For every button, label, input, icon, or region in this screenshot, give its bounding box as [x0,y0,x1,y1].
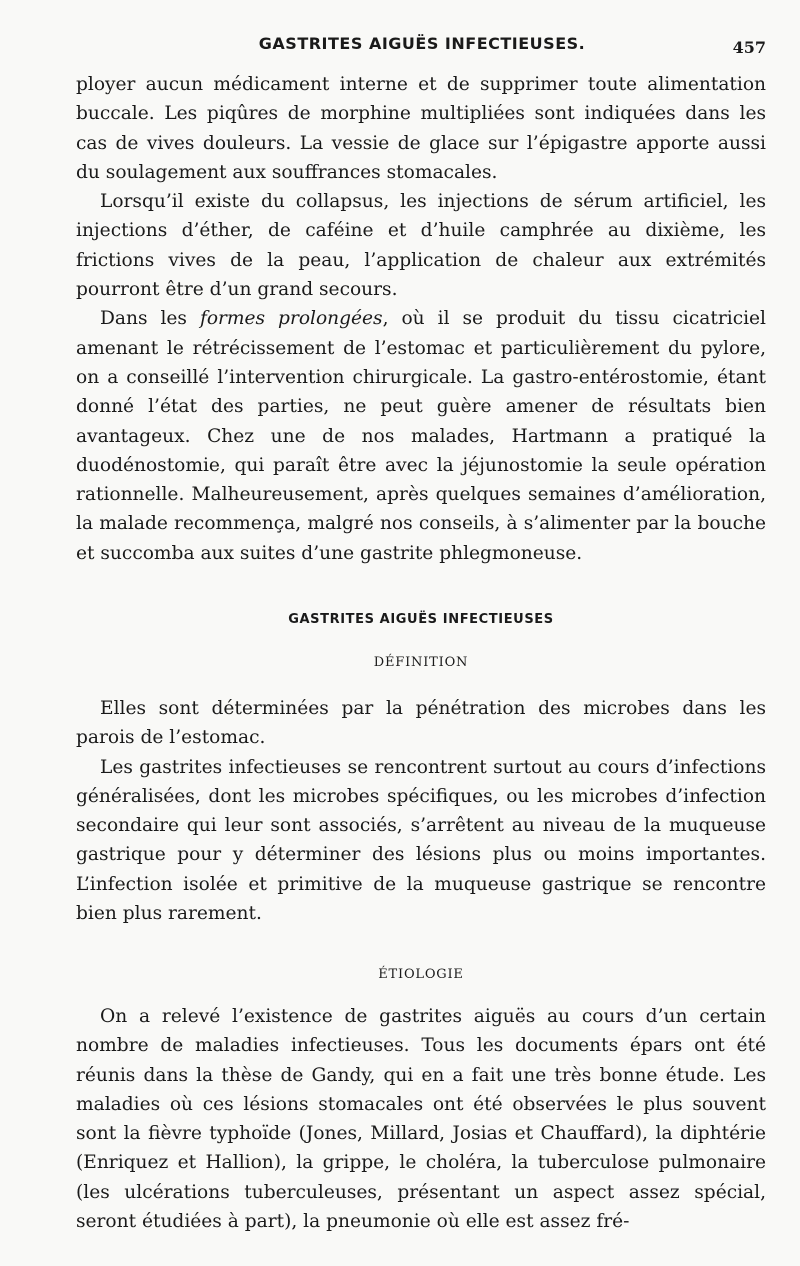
paragraph-prolonged-forms-lead: Dans les [100,308,200,330]
definition-text-block [76,694,766,928]
etiology-heading: ÉTIOLOGIE [378,967,464,982]
page-number: 457 [732,38,766,57]
paragraph-etiology: On a relevé l’existence de gastrites aiguës au cours d’un certain nombre de maladies infectieuses. Tous les documents épars ont été réunis dans la thèse de Gandy, qui en a fait une très bonne étude. Les maladies où ces lésions stomacales ont été observées le plus souvent sont la fièvre typhoïde (Jones, Millard, Josias et Chauffard), la diphtérie (Enriquez et Hallion), la grippe, le choléra, la tuberculose pulmonaire (les ulcérations tuberculeuses, présentant un aspect assez spécial, seront étudiées à part), la pneumonie où elle est assez fré- [76,1006,766,1233]
running-head [78,30,766,60]
section-heading: GASTRITES AIGUËS INFECTIEUSES [288,612,554,627]
treatment-text-block [76,70,766,568]
paragraph-prolonged-forms-rest: , où il se produit du tissu cicatriciel amenant le rétrécissement de l’estomac et particulièrement du pylore, on a conseillé l’intervention chirurgicale. La gastro-entérostomie, étant donné l’état des parties, ne peut guère amener de résultats bien avantageux. Chez une de nos malades, Hartmann a pratiqué la duodénostomie, qui paraît être avec la jéjunostomie la seule opération rationnelle. Malheureusement, après quelques semaines d’amélioration, la malade recommença, malgré nos conseils, à s’alimenter par la bouche et succomba aux suites d’une gastrite phlegmoneuse. [76,308,766,564]
paragraph-infections: Les gastrites infectieuses se rencontrent surtout au cours d’infections généralisées, dont les microbes spécifiques, ou les microbes d’infection secondaire qui leur sont associés, s’arrêtent au niveau de la muqueuse gastrique pour y déterminer des lésions plus ou moins importantes. L’infection isolée et primitive de la muqueuse gastrique se rencontre bien plus rarement. [76,756,766,925]
etiology-text-block [76,1002,766,1236]
paragraph-collapsus: Lorsqu’il existe du collapsus, les injections de sérum artificiel, les injections d’éther, de caféine et d’huile camphrée au dixième, les frictions vives de la peau, l’application de chaleur aux extrémités pourront être d’un grand secours. [76,191,766,301]
definition-heading: DÉFINITION [373,655,469,670]
paragraph-continuation: ployer aucun médicament interne et de supprimer toute alimentation buccale. Les piqûres de morphine multipliées sont indiquées dans les cas de vives douleurs. La vessie de glace sur l’épigastre apporte aussi du soulagement aux souffrances stomacales. [76,74,766,183]
paragraph-prolonged-forms-italic: formes prolongées [199,308,383,330]
paragraph-definition: Elles sont déterminées par la pénétration des microbes dans les parois de l’estomac. [76,698,766,749]
running-title: GASTRITES AIGUËS INFECTIEUSES. [258,34,586,53]
paragraph-prolonged-forms [76,304,766,568]
